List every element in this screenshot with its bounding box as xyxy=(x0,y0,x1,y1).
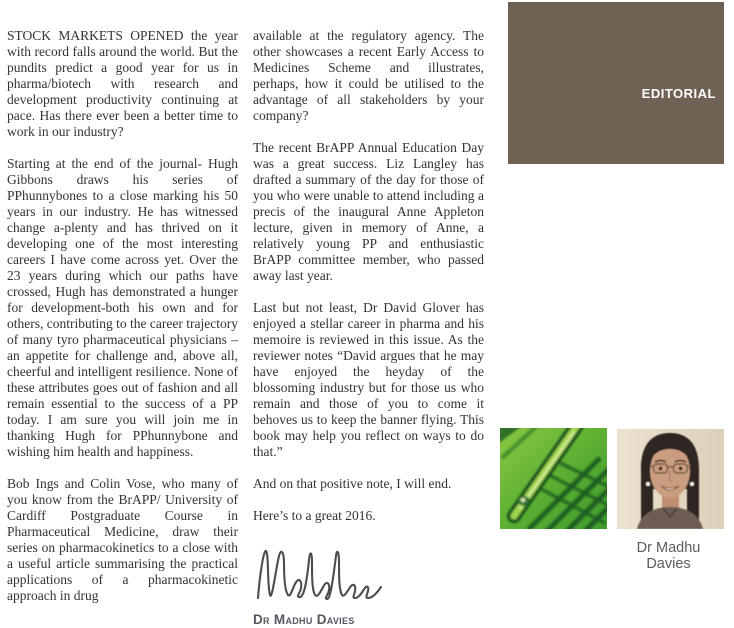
leaf-macro-photo xyxy=(500,428,607,529)
paragraph: Starting at the end of the journal- Hugh Gibbons draws his series of PPhunnybones to a close marking his 50 years in our industry. He has witnessed change a-plenty and has thrived on it developing one of the most interesting careers I have come across yet. Over the 23 years during which our paths have crossed, Hugh has demonstrated a hunger for development-both his own and for others, contributing to the career trajectory of many tyro pharmaceutical physicians – an appetite for challenge and, above all, cheerful and intelligent resilience. None of these attributes goes out of fashion and all remain essential to the success of a PP today. I am sure you will join me in thanking Hugh for PPhunnybone and wishing him health and happiness. xyxy=(7,156,238,459)
article-column-left xyxy=(7,28,238,620)
author-signoff: Dr Madhu Davies xyxy=(253,612,355,627)
paragraph: available at the regulatory agency. The other showcases a recent Early Access to Medicines Scheme and illustrates, perhaps, how it could be utilised to the advantage of all stakeholders by your company? xyxy=(253,28,484,123)
paragraph: The recent BrAPP Annual Education Day was a great success. Liz Langley has drafted a summary of the day for those of you who were unable to attend including a precis of the inaugural Anne Appleton lecture, given in memory of Anne, a relatively young PP and enthusiastic BrAPP committee member, who passed away last year. xyxy=(253,140,484,283)
paragraph: Last but not least, Dr David Glover has enjoyed a stellar career in pharma and his memoire is reviewed in this issue. As the reviewer notes “David argues that he may have enjoyed the heyday of the blossoming industry but for those us who remain and those of you to come it behoves us to keep the banner flying. This book may help you reflect on ways to do that.” xyxy=(253,300,484,459)
portrait-caption: Dr Madhu Davies xyxy=(636,540,701,572)
section-title: EDITORIAL xyxy=(641,86,716,101)
author-portrait-photo xyxy=(617,429,724,529)
signature-image xyxy=(253,540,484,606)
paragraph: STOCK MARKETS OPENED the year with record falls around the world. But the pundits predict a good year for us in pharma/biotech with research and development productivity continuing at pace. Has there ever been a better time to work in our industry? xyxy=(7,28,238,139)
article-column-middle xyxy=(253,28,484,628)
paragraph: Bob Ings and Colin Vose, who many of you know from the BrAPP/ University of Cardiff Postgraduate Course in Pharmaceutical Medicine, draw their series on pharmacokinetics to a close with a useful article summarising the practical applications of a pharmacokinetic approach in drug xyxy=(7,476,238,603)
paragraph: Here’s to a great 2016. xyxy=(253,508,376,523)
editorial-section-banner xyxy=(508,2,724,164)
paragraph: And on that positive note, I will end. xyxy=(253,476,452,491)
